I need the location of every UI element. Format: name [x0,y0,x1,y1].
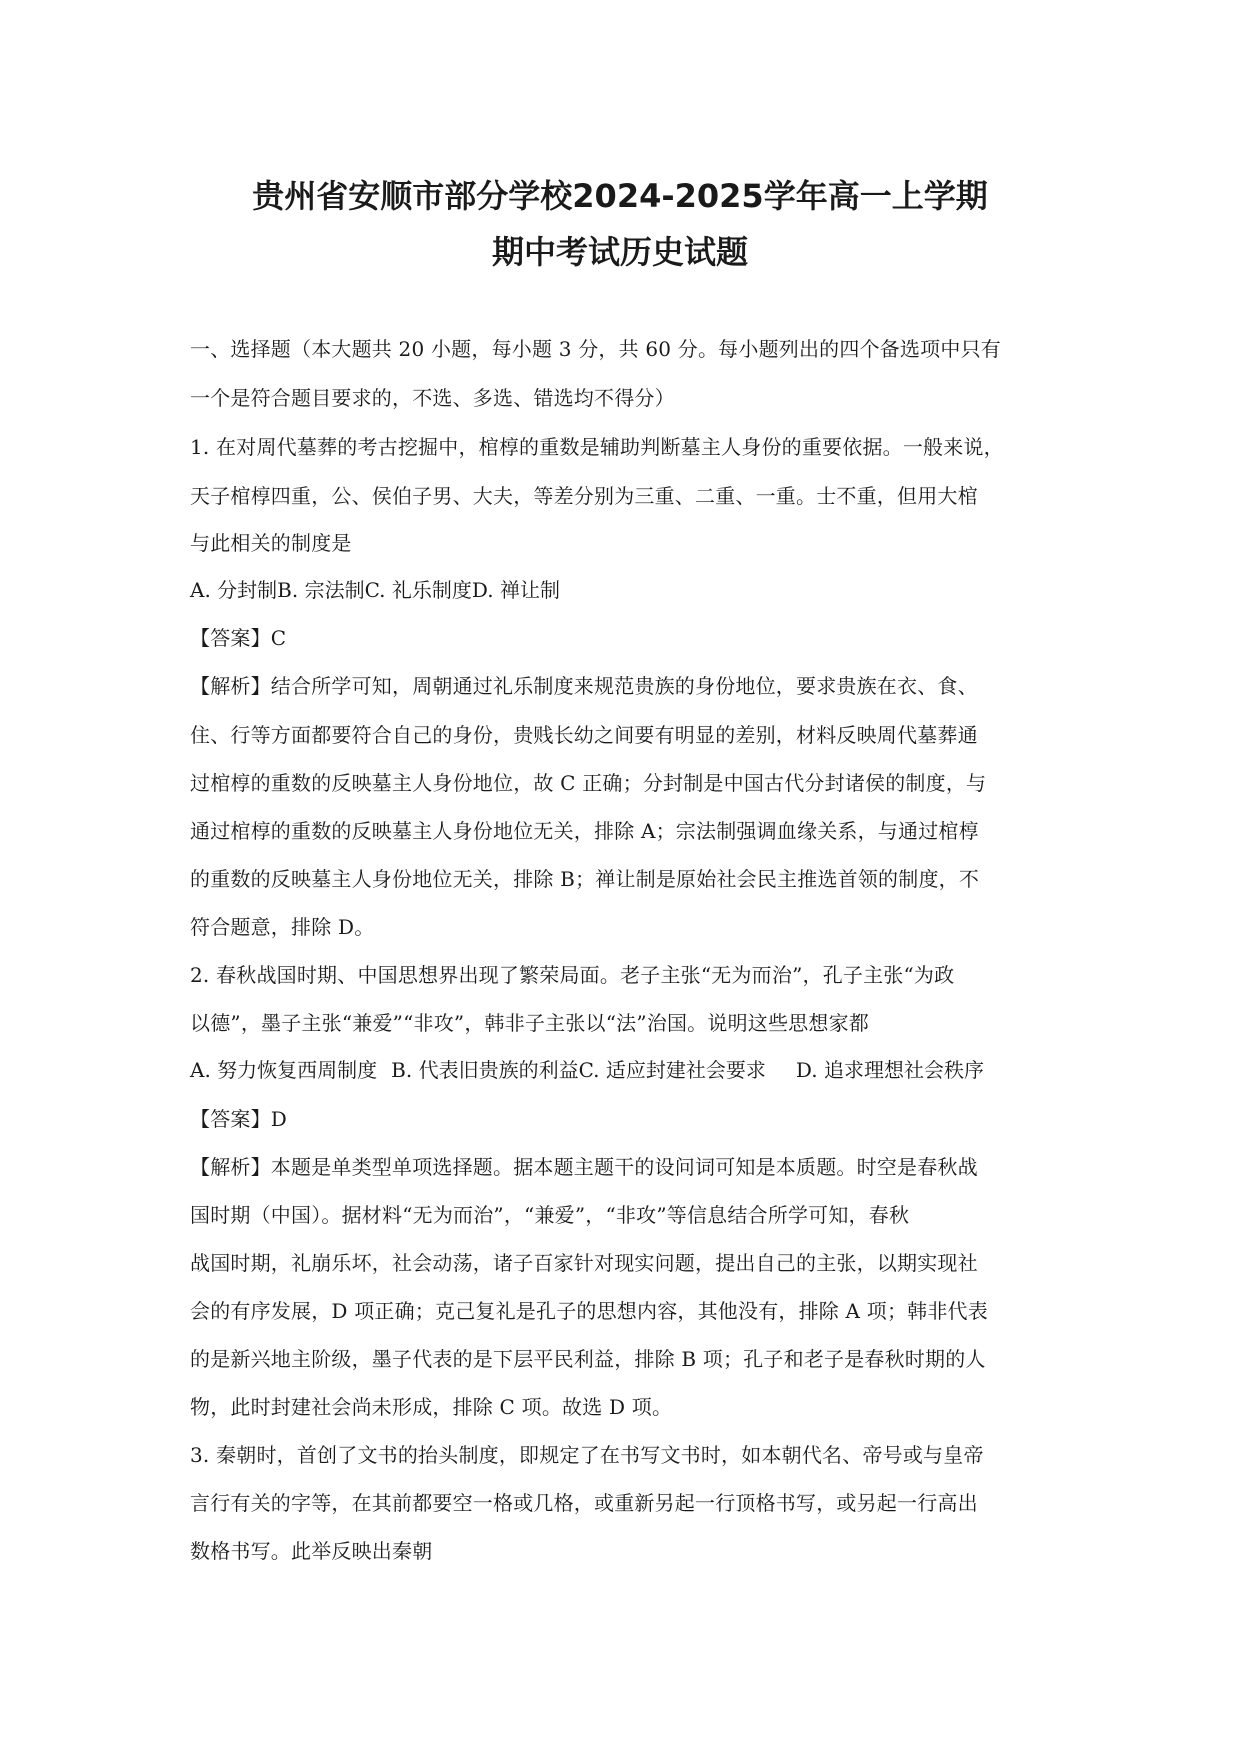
q2-analysis-line: 国时期（中国）。据材料“无为而治”，“兼爱”，“非攻”等信息结合所学可知，春秋 [190,1203,910,1227]
q2-answer: 【答案】D [190,1107,288,1131]
q2-options [190,1057,1070,1083]
q2-option-c: C. 适应封建社会要求 [578,1058,766,1082]
q1-analysis-line: 的重数的反映墓主人身份地位无关，排除 B；禅让制是原始社会民主推选首领的制度，不 [190,867,980,891]
section-instruction-line-1: 一、选择题（本大题共 20 小题，每小题 3 分，共 60 分。每小题列出的四个备选项中只有 [190,337,1001,361]
q2-stem-line: 以德”，墨子主张“兼爱”“非攻”，韩非子主张以“法”治国。说明这些思想家都 [190,1011,869,1035]
q2-option-d: D. 追求理想社会秩序 [795,1058,984,1082]
q1-analysis-line: 通过棺椁的重数的反映墓主人身份地位无关，排除 A；宗法制强调血缘关系，与通过棺椁 [190,819,979,843]
q2-analysis-line: 的是新兴地主阶级，墨子代表的是下层平民利益，排除 B 项；孔子和老子是春秋时期的人 [190,1347,986,1371]
q1-analysis-line: 符合题意，排除 D。 [190,915,375,939]
exam-title-line-1: 贵州省安顺市部分学校2024-2025学年高一上学期 [252,177,988,215]
q1-analysis-line: 过棺椁的重数的反映墓主人身份地位，故 C 正确；分封制是中国古代分封诸侯的制度，与 [190,771,987,795]
q3-stem-line: 言行有关的字等，在其前都要空一格或几格，或重新另起一行顶格书写，或另起一行高出 [190,1491,978,1515]
q2-option-b: B. 代表旧贵族的利益 [391,1058,579,1082]
section-instruction-line-2: 一个是符合题目要求的，不选、多选、错选均不得分） [190,386,675,410]
q1-analysis-line: 【解析】结合所学可知，周朝通过礼乐制度来规范贵族的身份地位，要求贵族在衣、食、 [190,674,978,698]
q2-analysis-line: 【解析】本题是单类型单项选择题。据本题主题干的设问词可知是本质题。时空是春秋战 [190,1155,978,1179]
q1-option-c: C. 礼乐制度 [364,578,472,602]
q1-stem-line: 1. 在对周代墓葬的考古挖掘中，棺椁的重数是辅助判断墓主人身份的重要依据。一般来说， [190,435,1004,459]
q2-stem-line: 2. 春秋战国时期、中国思想界出现了繁荣局面。老子主张“无为而治”，孔子主张“为政 [190,963,955,987]
q2-analysis-line: 物，此时封建社会尚未形成，排除 C 项。故选 D 项。 [190,1395,673,1419]
q2-analysis-line: 会的有序发展，D 项正确；克己复礼是孔子的思想内容，其他没有，排除 A 项；韩非代表 [190,1299,988,1323]
q2-analysis-line: 战国时期，礼崩乐坏，社会动荡，诸子百家针对现实问题，提出自己的主张，以期实现社 [190,1251,978,1275]
q2-option-a: A. 努力恢复西周制度 [190,1058,378,1082]
q1-options [190,577,1070,603]
q1-option-b: B. 宗法制 [277,578,365,602]
q1-stem-line: 与此相关的制度是 [190,531,352,555]
q1-answer: 【答案】C [190,626,287,650]
q3-stem-line: 数格书写。此举反映出秦朝 [190,1539,433,1563]
q1-stem-line: 天子棺椁四重，公、侯伯子男、大夫，等差分别为三重、二重、一重。士不重，但用大棺 [190,484,978,508]
q1-analysis-line: 住、行等方面都要符合自己的身份，贵贱长幼之间要有明显的差别，材料反映周代墓葬通 [190,723,978,747]
exam-title-line-2: 期中考试历史试题 [491,233,748,271]
q1-option-d: D. 禅让制 [471,578,560,602]
q1-option-a: A. 分封制 [190,578,278,602]
q3-stem-line: 3. 秦朝时，首创了文书的抬头制度，即规定了在书写文书时，如本朝代名、帝号或与皇帝 [190,1443,984,1467]
